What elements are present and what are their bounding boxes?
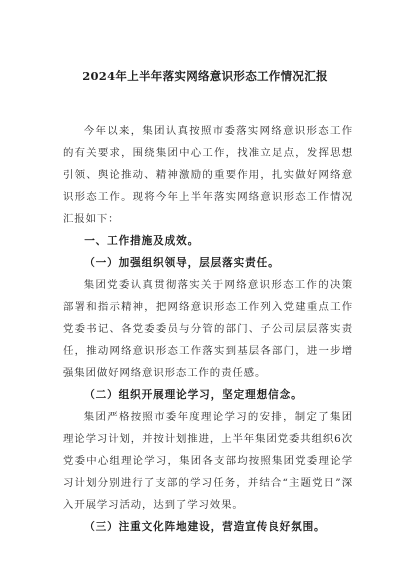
subsection-body-2: 集团严格按照市委年度理论学习的安排，制定了集团理论学习计划，并按计划推进，上半年集团党委共组织6次党委中心组理论学习，集团各支部均按照集团党委理论学习计划分别进行了支部的学习任务，并结合“主题党日”深入开展学习活动，达到了学习效果。 — [63, 411, 353, 511]
subsection-heading-3: （三）注重文化阵地建设，营造宣传良好氛围。 — [84, 521, 326, 533]
intro-paragraph: 今年以来，集团认真按照市委落实网络意识形态工作的有关要求，围绕集团中心工作，找准立足点，发挥思想引领、舆论推动、精神激励的重要作用，扎实做好网络意识形态工作。现将今年上半年落实网络意识形态工作情况汇报如下： — [63, 125, 353, 225]
document-title: 2024年上半年落实网络意识形态工作情况汇报 — [82, 69, 328, 83]
subsection-heading-1: （一）加强组织领导，层层落实责任。 — [84, 257, 280, 269]
section-heading-1: 一、工作措施及成效。 — [84, 235, 200, 247]
subsection-heading-2: （二）组织开展理论学习，坚定理想信念。 — [84, 389, 303, 401]
subsection-body-1: 集团党委认真贯彻落实关于网络意识形态工作的决策部署和指示精神，把网络意识形态工作列入党建重点工作党委书记、各党委委员与分管的部门、子公司层层落实责任，推动网络意识形态工作落实到基层各部门，进一步增强集团做好网络意识形态工作的责任感。 — [63, 279, 353, 379]
